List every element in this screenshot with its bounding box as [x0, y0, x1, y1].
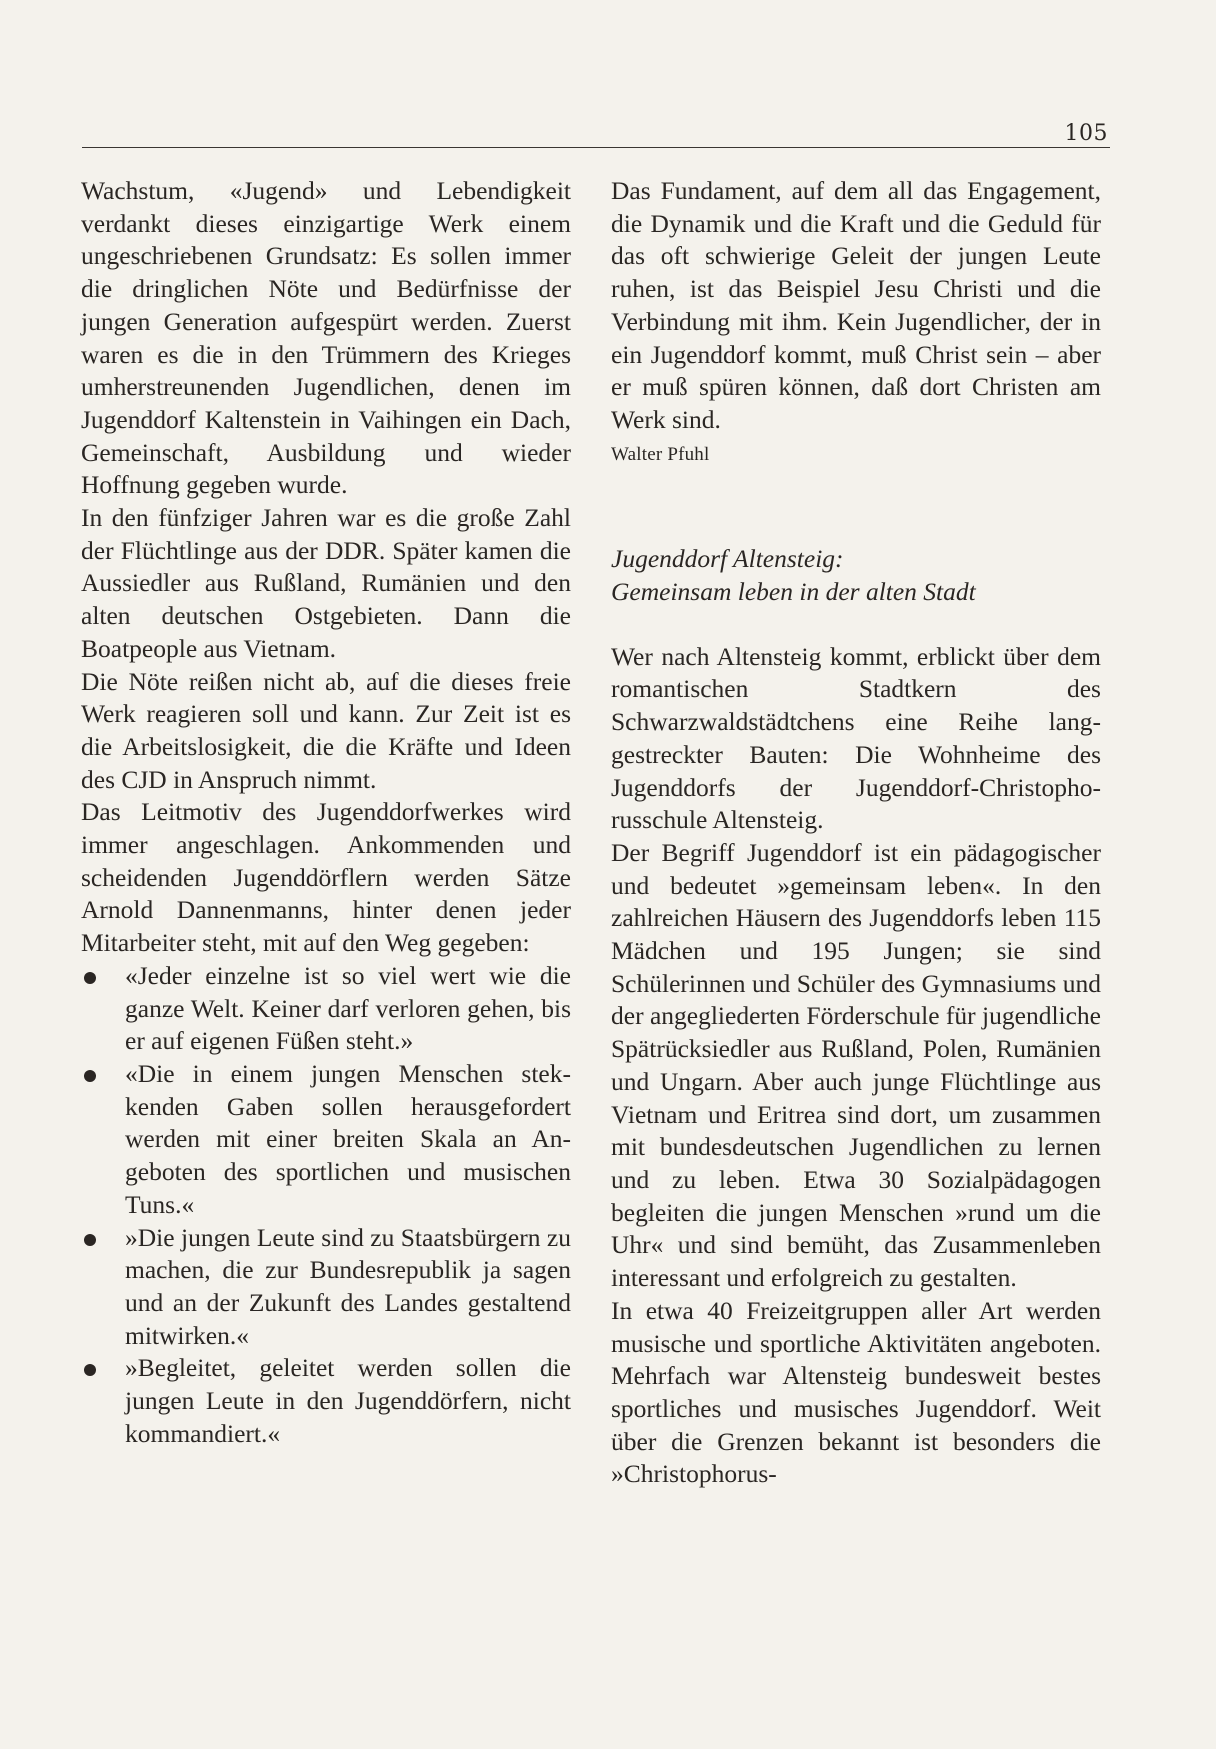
principles-list [81, 960, 571, 1451]
list-item: «Jeder einzelne ist so viel wert wie die ganze Welt. Keiner darf verloren gehen, bis er auf eigenen Füßen steht.» [81, 960, 571, 1058]
paragraph-leisure: In etwa 40 Freizeitgruppen aller Art werden musische und sportliche Aktivitäten angeboten. Mehrfach war Altensteig bundesweit bestes sportliches und musisches Jugenddorf. Weit über die Grenzen bekannt ist besonders die »Christophorus- [611, 1295, 1101, 1489]
section-title [611, 543, 1101, 608]
paragraph-jugenddorf-concept: Der Begriff Jugenddorf ist ein pädagogischer und bedeutet »gemeinsam leben«. In den zahlreichen Häusern des Jugenddorfs leben 115 Mädchen und 195 Jungen; sie sind Schülerinnen und Schüler des Gymnasiums und der angegliederten Förderschule für jugendliche Spätrücksiedler aus Rußland, Polen, Rumänien und Ungarn. Aber auch junge Flüchtlinge aus Vietnam und Eritrea sind dort, um zusammen mit bundesdeutschen Jugendlichen zu lernen und zu leben. Etwa 30 Sozialpädagogen begleiten die jungen Menschen »rund um die Uhr« und sind bemüht, das Zusammenleben interessant und erfolgreich zu gestalten. [611, 837, 1101, 1293]
header-rule [82, 147, 1110, 148]
list-item: »Die jungen Leute sind zu Staatsbürgern zu machen, die zur Bundesrepublik ja sagen und an der Zukunft des Landes gestaltend mitwirken.« [81, 1222, 571, 1353]
list-item: «Die in einem jungen Menschen stekkenden Gaben sollen herausgefordert werden mit einer breiten Skala an Angeboten des sportlichen und musischen Tuns.« [81, 1058, 571, 1222]
paragraph-leitmotiv: Das Leitmotiv des Jugenddorfwerkes wird immer angeschlagen. Ankommenden und scheidenden Jugenddörflern werden Sätze Arnold Dannenmanns, hinter denen jeder Mitarbeiter steht, mit auf den Weg gegeben: [81, 797, 571, 958]
page-number: 105 [1064, 121, 1108, 146]
section-title-line1: Jugenddorf Altensteig: [611, 544, 844, 574]
right-column [611, 175, 1101, 1491]
section-title-line2: Gemeinsam leben in der alten Stadt [611, 577, 976, 607]
left-column [81, 175, 571, 1450]
paragraph-needs: Die Nöte reißen nicht ab, auf die dieses freie Werk reagieren soll und kann. Zur Zeit ist es die Arbeitslosigkeit, die die Kräfte und Ideen des CJD in Anspruch nimmt. [81, 666, 571, 794]
intro-paragraph: Wachstum, «Jugend» und Lebendigkeit verdankt dieses einzigartige Werk einem ungeschriebenen Grundsatz: Es sollen immer die dringlichen Nöte und Bedürfnisse der jungen Generation aufgespürt werden. Zuerst waren es die in den Trümmern des Krieges umherstreunenden Jugendlichen, denen im Jugenddorf Kaltenstein in Vaihingen ein Dach, Gemeinschaft, Ausbildung und wieder Hoffnung gegeben wurde. [81, 176, 571, 500]
paragraph-refugees: In den fünfziger Jahren war es die große Zahl der Flüchtlinge aus der DDR. Später kamen die Aussiedler aus Rußland, Rumänien und den alten deutschen Ostgebieten. Dann die Boatpeople aus Vietnam. [81, 503, 571, 663]
paragraph-altensteig: Wer nach Altensteig kommt, erblickt über dem romantischen Stadtkern des Schwarzwaldstädtchens eine Reihe langgestreckter Bauten: Die Wohnheime des Jugenddorfs der Jugenddorf-Christophorusschule Altensteig. [611, 641, 1101, 835]
author-name: Walter Pfuhl [611, 443, 710, 465]
list-item: »Begleitet, geleitet werden sollen die jungen Leute in den Jugenddörfern, nicht kommandiert.« [81, 1352, 571, 1450]
paragraph-foundation: Das Fundament, auf dem all das Engagement, die Dynamik und die Kraft und die Geduld für das oft schwierige Geleit der jungen Leute ruhen, ist das Beispiel Jesu Christi und die Verbindung mit ihm. Kein Jugendlicher, der in ein Jugenddorf kommt, muß Christ sein – aber er muß spüren können, daß dort Christen am Werk sind. [611, 176, 1101, 434]
